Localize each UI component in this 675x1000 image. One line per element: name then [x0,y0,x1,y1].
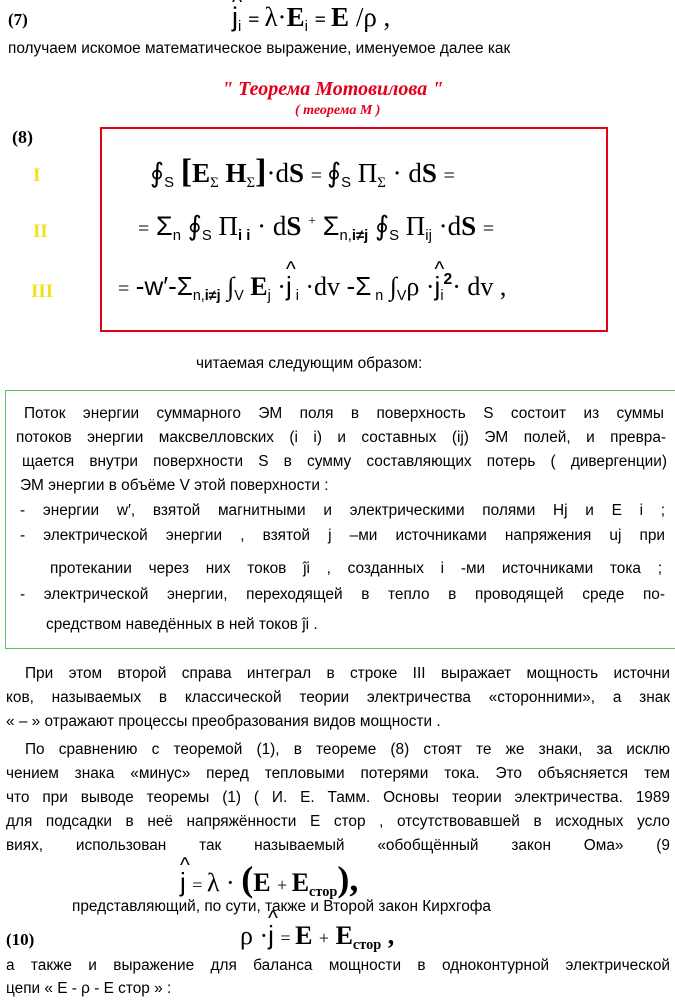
para2-line-2: чением знака «минус» перед тепловыми потерями тока. Это объясняется тем [6,765,670,782]
box-line-9: средством наведённых в ней токов ĵi . [46,616,318,633]
box-line-6: - электрической энергии , взятой j –ми источниками напряжения uj при [20,527,665,544]
para2-line-3: что при выводе теоремы (1) ( И. Е. Тамм. Основы теории электричества. 1989 [6,789,670,806]
theorem-row-1: $∮_S$ [$E_\Sigma$ $H_\Sigma]\cdot dS$ = $∮_S$ $\Pi_\Sigma$ · dS = [150,153,455,192]
para2-line-1: По сравнению с теоремой (1), в теореме (8) стоят те же знаки, за исклю [25,741,670,758]
last-line-1: а также и выражение для баланса мощности в одноконтурной электрической [6,957,670,974]
row-label-2: II [33,221,48,242]
theorem-title: " Теорема Мотовилова " [222,78,444,100]
equation-number-10: (10) [6,930,35,949]
para1-line-2: ков, называемых в классической теории электричества «сторонними», а знак [6,689,670,706]
para2-line-4: для подсадки в неё напряжённости E стор , отсутствовавшей в исходных усло [6,813,670,830]
row-label-1: I [33,165,41,186]
equation-9: ^ $j = \lambda \cdot (E + E_{стор})$, [180,858,358,901]
box-line-8: - электрической энергии, переходящей в тепло в проводящей среде по- [20,586,665,603]
last-line-2: цепи « E - ρ - E стор » : [6,980,172,997]
box-line-4: ЭМ энергии в объёме V этой поверхности : [20,477,329,494]
equation-7: ^ $j_i = \lambda\cdot E_i = E$ /ρ , [232,2,390,35]
theorem-row-3: = $-w'-\Sigma_{n,i\ne j}$ $\int_V$ $E_j$ ·^ j $_i$ ·dv -Σ $_n$ $\int_V\rho$ ·^ $j_i^2\cdot$ dv , [118,271,506,304]
para2-line-5: виях, использован так называемый «обобщённый закон Ома» (9 [6,837,670,854]
intro-line: получаем искомое математическое выражение, именуемое далее как [8,40,511,57]
theorem-row-2: = $\Sigma_n$ $∮_S$ $\Pi_{i i}$ · dS + $\Sigma_{n,i\ne j}$ $∮_S$ $\Pi_{ij} \cdot dS$ = [138,211,495,245]
box-line-3: щается внутри поверхности S в сумму составляющих потерь ( дивергенции) [22,453,667,470]
theorem-subtitle: ( теорема М ) [295,103,381,118]
box-line-2: потоков энергии максвелловских (i i) и составных (ij) ЭМ полей, и превра- [16,429,666,446]
para1-line-3: « – » отражают процессы преобразования видов мощности . [6,713,441,730]
box-line-7: протекании через них токов ĵi , созданных i -ми источниками тока ; [50,560,662,577]
box-line-1: Поток энергии суммарного ЭМ поля в поверхность S состоит из суммы [24,405,664,422]
box-line-5: - энергии w′, взятой магнитными и электрическими полями Hj и E i ; [20,502,665,519]
equation-10: ρ ·^ $j = E + E_{стор}$ , [240,920,394,954]
equation-number-8: (8) [12,127,33,147]
row-label-3: III [31,281,54,302]
kirchhoff-line: представляющий, по сути, также и Второй закон Кирхгофа [72,898,491,915]
read-as-line: читаемая следующим образом: [196,355,423,372]
equation-number-7: (7) [8,10,28,29]
para1-line-1: При этом второй справа интеграл в строке III выражает мощность источни [25,665,670,682]
